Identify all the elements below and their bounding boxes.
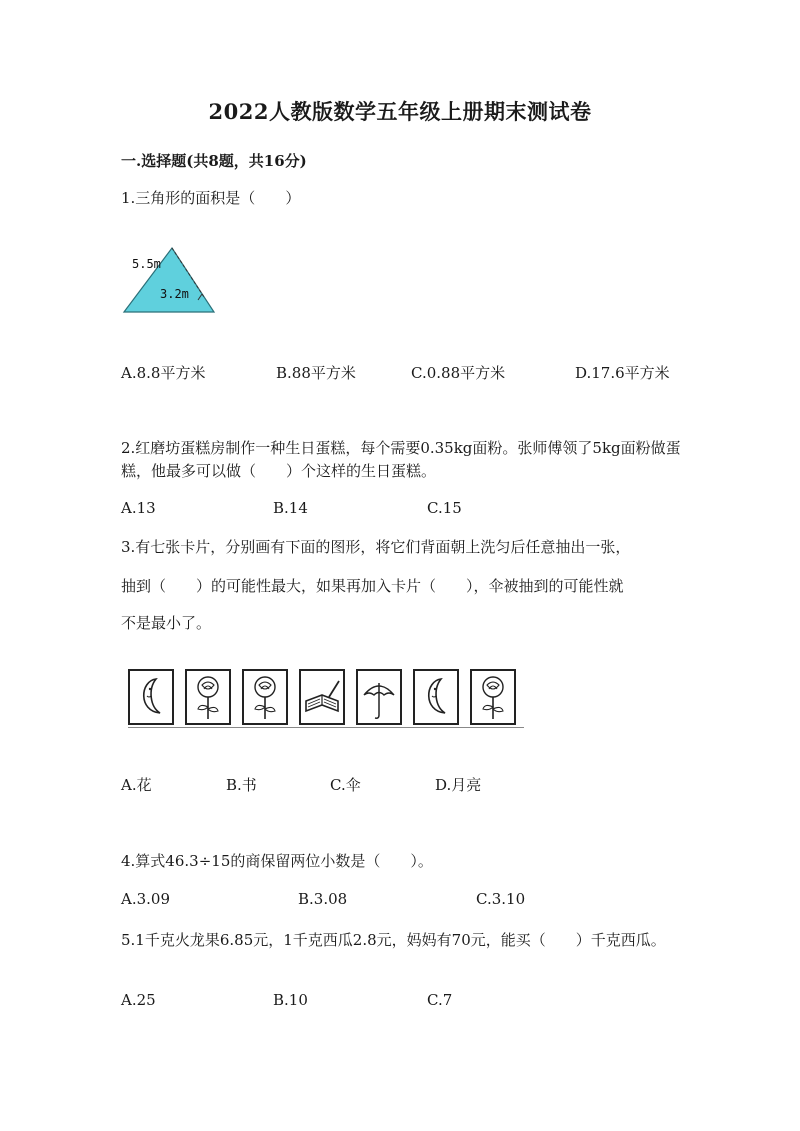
height-label: 3.2m [160,287,189,301]
card-row-baseline [128,727,524,728]
q2-option-b: B.14 [273,499,308,517]
q3-option-b: B.书 [226,776,257,794]
q5-option-a: A.25 [121,991,156,1009]
q4-option-c: C.3.10 [476,890,526,908]
q2-option-c: C.15 [427,499,462,517]
card-7 [470,669,516,725]
flower-icon [244,671,286,723]
question-3-line-2: 抽到（ ）的可能性最大，如果再加入卡片（ ），伞被抽到的可能性就 [121,577,624,595]
q1-option-a: A.8.8平方米 [121,364,206,382]
q1-option-b: B.88平方米 [276,364,356,382]
question-2-text: 2.红磨坊蛋糕房制作一种生日蛋糕，每个需要0.35kg面粉。张师傅领了5kg面粉做蛋糕，他最多可以做（ ）个这样的生日蛋糕。 [121,439,681,480]
side-length-label: 5.5m [132,257,161,271]
card-3 [242,669,288,725]
card-2 [185,669,231,725]
page-title: 2022人教版数学五年级上册期末测试卷 [208,99,592,124]
q3-option-c: C.伞 [330,776,361,794]
moon-icon [415,671,457,723]
question-1-text: 1.三角形的面积是（ ） [121,189,301,207]
book-icon [301,671,343,723]
q5-option-c: C.7 [427,991,453,1009]
card-row [128,669,524,731]
q3-option-a: A.花 [121,776,152,794]
card-6 [413,669,459,725]
card-4 [299,669,345,725]
moon-icon [130,671,172,723]
q1-option-c: C.0.88平方米 [411,364,506,382]
q4-option-b: B.3.08 [298,890,348,908]
q4-option-a: A.3.09 [121,890,170,908]
question-3-line-1: 3.有七张卡片，分别画有下面的图形，将它们背面朝上洗匀后任意抽出一张， [121,538,631,556]
question-3-line-3: 不是最小了。 [121,614,212,632]
umbrella-icon [358,671,400,723]
card-1 [128,669,174,725]
section-heading: 一.选择题(共8题，共16分) [121,152,307,170]
q3-option-d: D.月亮 [435,776,482,794]
triangle-figure [120,240,220,318]
flower-icon [472,671,514,723]
q5-option-b: B.10 [273,991,308,1009]
q1-option-d: D.17.6平方米 [575,364,670,382]
question-5-text: 5.1千克火龙果6.85元，1千克西瓜2.8元，妈妈有70元，能买（ ）千克西瓜。 [121,931,666,949]
card-5 [356,669,402,725]
q2-option-a: A.13 [121,499,156,517]
flower-icon [187,671,229,723]
question-4-text: 4.算式46.3÷15的商保留两位小数是（ ）。 [121,852,433,870]
